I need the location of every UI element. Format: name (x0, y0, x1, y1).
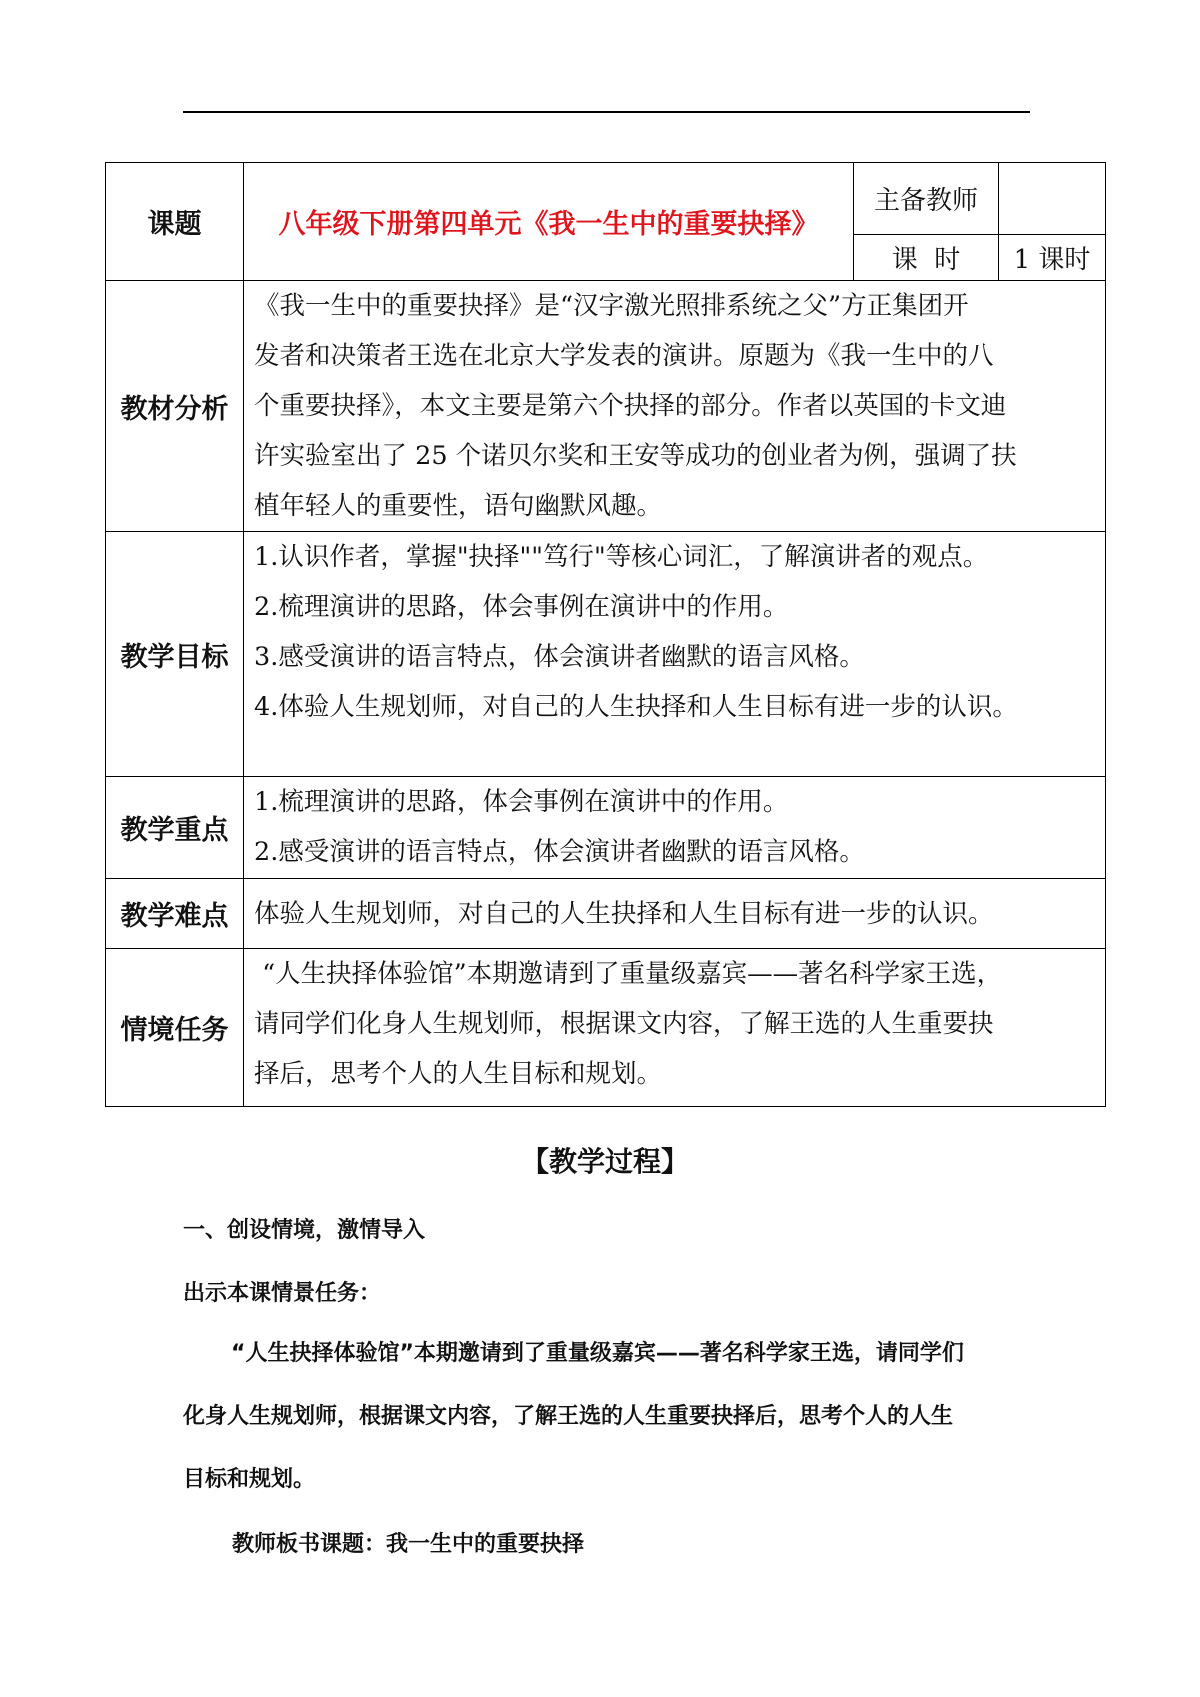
row-content (244, 879, 1106, 949)
lesson-plan-table (105, 162, 1106, 1107)
topic-label: 课题 (106, 163, 244, 281)
section-title: 【教学过程】 (520, 1145, 689, 1178)
teacher-value (999, 163, 1106, 235)
content-line: 发者和决策者王选在北京大学发表的演讲。原题为《我一生中的八 (254, 341, 994, 371)
content-line: 3.感受演讲的语言特点，体会演讲者幽默的语言风格。 (254, 642, 865, 672)
paragraph-line: 化身人生规划师，根据课文内容，了解王选的人生重要抉择后，思考个人的人生 (183, 1404, 954, 1429)
paragraph-text: “人生抉择体验馆”本期邀请到了重量级嘉宾——著名科学家王选，请同学们 (231, 1341, 964, 1366)
content-line: 植年轻人的重要性，语句幽默风趣。 (254, 491, 663, 521)
subheading: 出示本课情景任务： (183, 1281, 382, 1306)
content-line: 体验人生规划师，对自己的人生抉择和人生目标有进一步的认识。 (254, 898, 994, 929)
header-rule (183, 111, 1030, 113)
row-content (244, 777, 1106, 879)
table-row (106, 777, 1106, 879)
row-content (244, 532, 1106, 777)
content-line: 请同学们化身人生规划师，根据课文内容，了解王选的人生重要抉 (254, 1009, 994, 1039)
table-row (106, 949, 1106, 1107)
paragraph-line (183, 1322, 1033, 1385)
row-label: 教学难点 (106, 879, 244, 949)
row-label: 情境任务 (106, 949, 244, 1107)
row-content (244, 949, 1106, 1107)
content-line: 1.认识作者，掌握"抉择""笃行"等核心词汇，了解演讲者的观点。 (254, 542, 989, 572)
teacher-label: 主备教师 (854, 163, 999, 235)
step-heading: 一、创设情境，激情导入 (183, 1218, 426, 1243)
topic-value: 八年级下册第四单元《我一生中的重要抉择》 (244, 163, 854, 281)
table-row (106, 532, 1106, 777)
paragraph-line: 目标和规划。 (183, 1467, 316, 1492)
row-label: 教学重点 (106, 777, 244, 879)
row-label: 教学目标 (106, 532, 244, 777)
content-line: 许实验室出了 25 个诺贝尔奖和王安等成功的创业者为例，强调了扶 (254, 441, 1017, 471)
task-paragraph (183, 1322, 1033, 1511)
row-content (244, 281, 1106, 532)
board-title: 教师板书课题：我一生中的重要抉择 (232, 1532, 585, 1557)
row-label: 教材分析 (106, 281, 244, 532)
period-label: 课 时 (854, 235, 999, 281)
content-line: 2.梳理演讲的思路，体会事例在演讲中的作用。 (254, 592, 789, 622)
content-line: 择后，思考个人的人生目标和规划。 (254, 1059, 663, 1089)
table-row (106, 879, 1106, 949)
content-line: 1.梳理演讲的思路，体会事例在演讲中的作用。 (254, 787, 789, 817)
content-line: 个重要抉择》，本文主要是第六个抉择的部分。作者以英国的卡文迪 (254, 391, 1007, 421)
content-line: 2.感受演讲的语言特点，体会演讲者幽默的语言风格。 (254, 837, 865, 867)
table-row (106, 281, 1106, 532)
content-line: 《我一生中的重要抉择》是“汉字激光照排系统之父”方正集团开 (254, 291, 969, 321)
period-value: 1 课时 (999, 235, 1106, 281)
content-line: “人生抉择体验馆”本期邀请到了重量级嘉宾——著名科学家王选， (254, 959, 1003, 989)
content-line: 4.体验人生规划师，对自己的人生抉择和人生目标有进一步的认识。 (254, 692, 1018, 722)
